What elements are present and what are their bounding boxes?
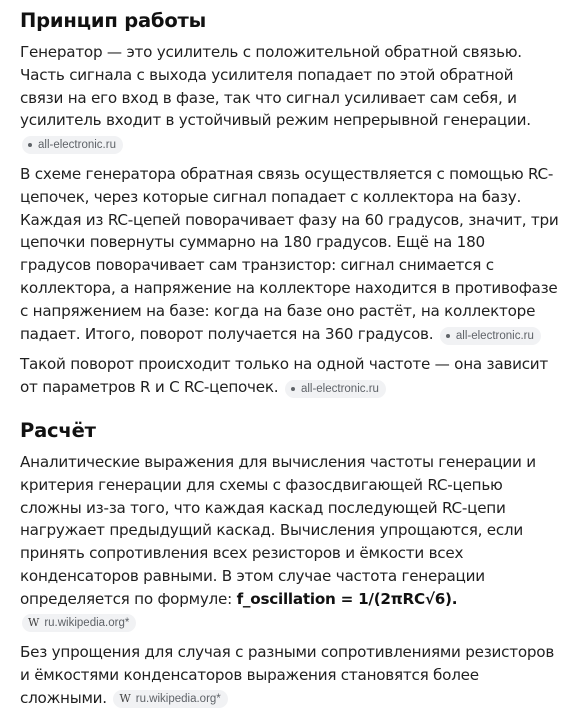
paragraph bbox=[20, 353, 560, 399]
source-dot-icon bbox=[291, 387, 295, 391]
source-label: all-electronic.ru bbox=[455, 329, 534, 342]
source-link[interactable] bbox=[440, 327, 541, 345]
paragraph bbox=[20, 641, 560, 709]
section-title-principle: Принцип работы bbox=[20, 9, 207, 32]
wikipedia-icon: W bbox=[28, 615, 40, 629]
article-content bbox=[20, 0, 560, 718]
source-label: ru.wikipedia.org* bbox=[135, 692, 221, 705]
paragraph bbox=[20, 163, 560, 345]
source-link[interactable] bbox=[285, 380, 386, 398]
source-link[interactable] bbox=[113, 690, 227, 708]
paragraph-text: Генератор — это усилитель с положительной обратной связью. Часть сигнала с выхода усилителя попадает по этой обратной связи на его вход в фазе, так что сигнал усиливает сам себя, и усилитель входит в устойчивый режим непрерывной генерации. bbox=[20, 43, 531, 130]
source-dot-icon bbox=[446, 334, 450, 338]
source-label: all-electronic.ru bbox=[38, 139, 116, 152]
source-label: ru.wikipedia.org* bbox=[44, 616, 130, 629]
source-dot-icon bbox=[28, 143, 32, 147]
paragraph-text: Такой поворот происходит только на одной частоте — она зависит от параметров R и C RC-цепочек. bbox=[20, 355, 549, 397]
source-link[interactable] bbox=[22, 136, 123, 154]
wikipedia-icon: W bbox=[119, 691, 131, 705]
paragraph bbox=[20, 451, 560, 633]
paragraph bbox=[20, 41, 560, 155]
source-label: all-electronic.ru bbox=[300, 383, 379, 396]
paragraph-text: В схеме генератора обратная связь осуществляется с помощью RC-цепочек, через которые сигнал попадает с коллектора на базу. Каждая из RC-цепей поворачивает фазу на 60 градусов, значит, три цепочки повернуты суммарно на 180 градусов. Ещё на 180 градусов поворачивает сам транзистор: сигнал снимается с коллектора, а напряжение на коллекторе находится в противофазе с напряжением на базе: когда на базе оно растёт, на коллекторе падает. Итого, поворот получается на 360 градусов. bbox=[20, 164, 559, 343]
paragraph-text: Аналитические выражения для вычисления частоты генерации и критерия генерации для схемы с фазосдвигающей RC-цепью сложны из-за того, что каждая каскад последующей RC-цепи нагружает предыдущий каскад. Вычисления упрощаются, если принять сопротивления всех резисторов и ёмкости всех конденсаторов равными. В этом случае частота генерации определяется по формуле: bbox=[20, 452, 536, 608]
paragraph-text: Без упрощения для случая с разными сопротивлениями резисторов и ёмкостями конденсаторов выражения становятся более сложными. bbox=[20, 643, 555, 707]
source-link[interactable] bbox=[22, 614, 136, 632]
formula: f_oscillation = 1/(2πRC√6). bbox=[236, 589, 458, 608]
section-title-calculation: Расчёт bbox=[20, 418, 96, 442]
